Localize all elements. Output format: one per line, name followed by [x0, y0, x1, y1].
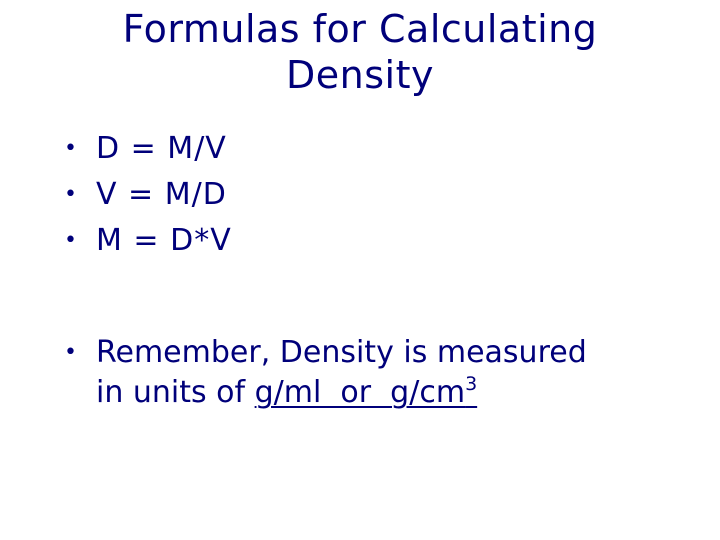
- formula-item-volume: [64, 172, 232, 218]
- formula-text: V = M/D: [96, 177, 227, 212]
- formula-text: M = D*V: [96, 223, 232, 258]
- note-line-2: [96, 373, 656, 413]
- note-line-2-prefix: in units of: [96, 375, 255, 410]
- title-line-2: Density: [286, 53, 434, 97]
- units-note-list: [64, 333, 656, 413]
- cubic-superscript: 3: [465, 373, 478, 395]
- formula-item-mass: [64, 218, 232, 264]
- bullet-icon: •: [64, 182, 78, 207]
- formula-text: D = M/V: [96, 131, 227, 166]
- note-line-1: Remember, Density is measured: [96, 335, 587, 370]
- formula-item-density: [64, 126, 232, 172]
- density-units: [255, 375, 478, 410]
- title-line-1: Formulas for Calculating: [122, 7, 598, 51]
- units-note-item: [64, 333, 656, 413]
- slide-title: [60, 6, 660, 98]
- formula-list: [64, 126, 232, 264]
- bullet-icon: •: [64, 136, 78, 161]
- density-units-text: g/ml or g/cm: [254, 375, 466, 410]
- bullet-icon: •: [64, 228, 78, 253]
- bullet-icon: •: [64, 340, 77, 365]
